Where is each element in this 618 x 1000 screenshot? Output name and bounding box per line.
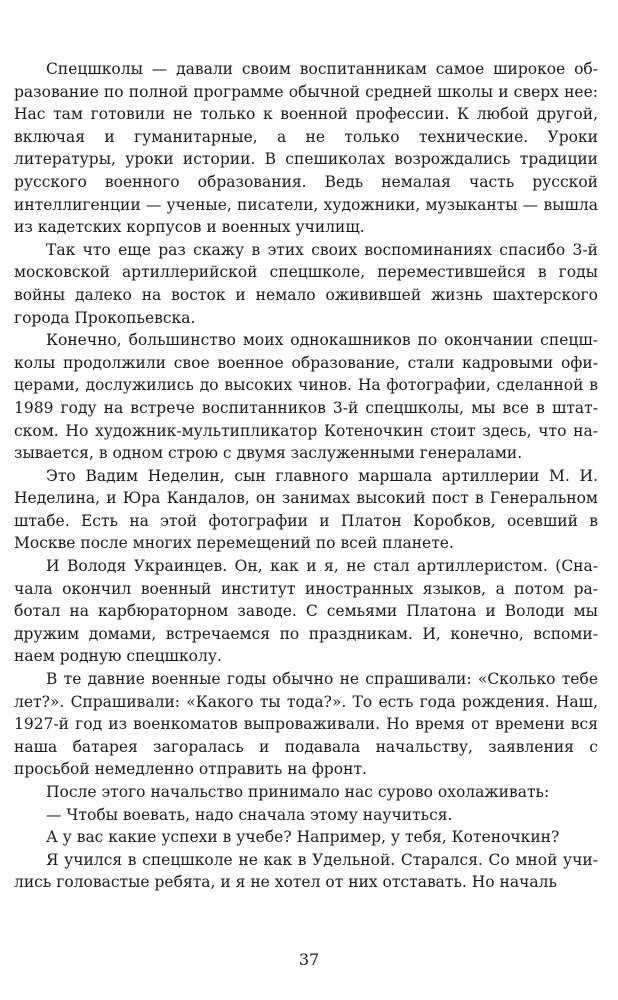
page-number: 37	[298, 950, 320, 969]
paragraph: В те давние военные годы обычно не спрашивали: «Сколько тебе лет?». Спрашивали: «Какого ты тода?». То есть года рождения. Наш, 1927-й год из военкоматов выпроваживали. Но время от времени вся наша батарея загоралась и подавала начальству, заявления с просьбой немедленно отправить на фронт.	[14, 670, 598, 779]
paragraph: — Чтобы воевать, надо сначала этому научиться.	[46, 805, 453, 824]
paragraph: Спецшколы — давали своим воспитанникам самое широкое образование по полной программе обычной средней школы и сверх нее: Нас там готовили не только к военной профессии. К любой другой, включая и гуманитарные, а не только технические. Уроки литературы, уроки истории. В спешиколах возрождались традиции русского военного образования. Ведь немалая часть русской интеллигенции — ученые, писатели, художники, музыканты — вышла из кадетских корпусов и военных училищ.	[14, 60, 598, 237]
paragraph: Я учился в спецшколе не как в Удельной. Старался. Со мной учились головастые ребята, и я не хотел от них отставать. Но началь	[14, 850, 598, 892]
paragraph: А у вас какие успехи в учебе? Например, у тебя, Котеночкин?	[46, 828, 560, 847]
page-body	[14, 58, 598, 894]
paragraph: И Володя Украинцев. Он, как и я, не стал артиллеристом. (Сначала окончил военный институт иностранных языков, а потом работал на карбюраторном заводе. С семьями Платона и Володи мы дружим домами, встречаемся по праздникам. И, конечно, вспоминаем родную спецшколу.	[14, 557, 598, 666]
paragraph: Конечно, большинство моих однокашников по окончании спецшколы продолжили свое военное образование, стали кадровыми офицерами, дослужились до высоких чинов. На фотографии, сделанной в 1989 году на встрече воспитанников 3-й спецшколы, мы все в штатском. Но художник-мультипликатор Котеночкин стоит здесь, что называется, в одном строю с двумя заслуженными генералами.	[14, 331, 598, 463]
paragraph: Это Вадим Неделин, сын главного маршала артиллерии М. И. Неделина, и Юра Кандалов, он занимах высокий пост в Генеральном штабе. Есть на этой фотографии и Платон Коробков, осевший в Москве после многих перемещений по всей планете.	[14, 466, 598, 553]
paragraph: После этого начальство принимало нас сурово охолаживать:	[46, 783, 550, 801]
paragraph: Так что еще раз скажу в этих своих воспоминаниях спасибо 3-й московской артиллерийской спецшколе, переместившейся в годы войны далеко на восток и немало оживившей жизнь шахтерского города Прокопьевска.	[14, 240, 598, 327]
